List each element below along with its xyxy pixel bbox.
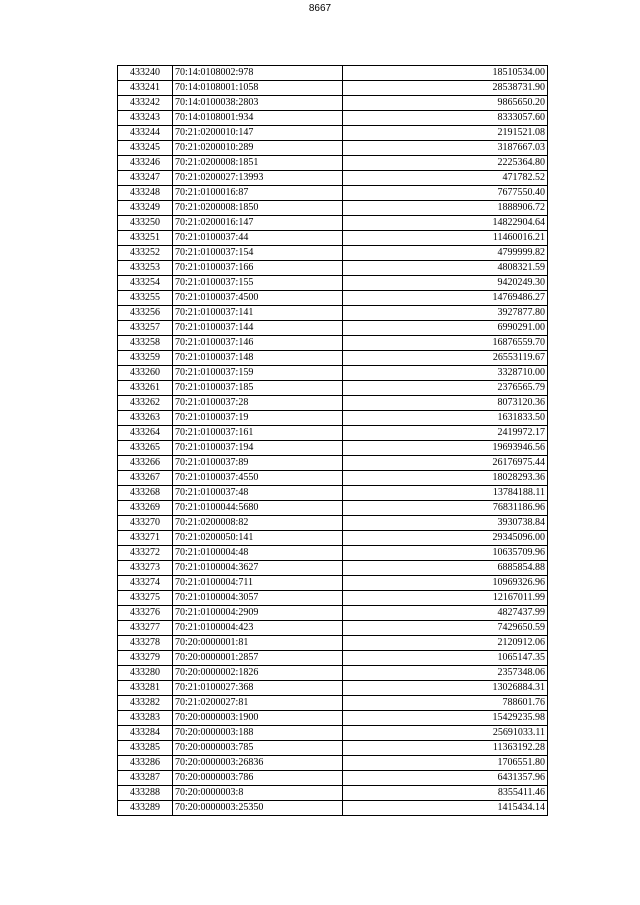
row-number-cell: 433288 <box>118 786 173 801</box>
row-number-cell: 433255 <box>118 291 173 306</box>
table-row <box>118 801 548 816</box>
row-number-cell: 433289 <box>118 801 173 816</box>
table-row <box>118 651 548 666</box>
cadastral-number-cell: 70:20:0000001:81 <box>173 636 343 651</box>
row-number-cell: 433253 <box>118 261 173 276</box>
row-number-cell: 433264 <box>118 426 173 441</box>
cadastral-value-cell: 6990291.00 <box>343 321 548 336</box>
cadastral-number-cell: 70:21:0100037:161 <box>173 426 343 441</box>
cadastral-number-cell: 70:21:0100004:423 <box>173 621 343 636</box>
row-number-cell: 433282 <box>118 696 173 711</box>
table-row <box>118 591 548 606</box>
cadastral-value-cell: 25691033.11 <box>343 726 548 741</box>
table-row <box>118 606 548 621</box>
table-row <box>118 291 548 306</box>
table-row <box>118 156 548 171</box>
row-number-cell: 433286 <box>118 756 173 771</box>
table-row <box>118 771 548 786</box>
row-number-cell: 433251 <box>118 231 173 246</box>
cadastral-number-cell: 70:21:0100037:4550 <box>173 471 343 486</box>
table-row <box>118 516 548 531</box>
table-row <box>118 96 548 111</box>
cadastral-number-cell: 70:21:0100037:4500 <box>173 291 343 306</box>
table-row <box>118 186 548 201</box>
cadastral-number-cell: 70:21:0200008:82 <box>173 516 343 531</box>
cadastral-value-cell: 9420249.30 <box>343 276 548 291</box>
cadastral-number-cell: 70:21:0100037:141 <box>173 306 343 321</box>
cadastral-value-cell: 14769486.27 <box>343 291 548 306</box>
row-number-cell: 433245 <box>118 141 173 156</box>
cadastral-number-cell: 70:20:0000003:26836 <box>173 756 343 771</box>
cadastral-value-cell: 788601.76 <box>343 696 548 711</box>
cadastral-value-cell: 13784188.11 <box>343 486 548 501</box>
row-number-cell: 433244 <box>118 126 173 141</box>
cadastral-value-cell: 26176975.44 <box>343 456 548 471</box>
row-number-cell: 433249 <box>118 201 173 216</box>
cadastral-number-cell: 70:21:0100004:3057 <box>173 591 343 606</box>
row-number-cell: 433261 <box>118 381 173 396</box>
cadastral-number-cell: 70:21:0100016:87 <box>173 186 343 201</box>
cadastral-number-cell: 70:21:0100037:28 <box>173 396 343 411</box>
table-row <box>118 201 548 216</box>
table-row <box>118 306 548 321</box>
cadastral-value-cell: 3927877.80 <box>343 306 548 321</box>
cadastral-value-cell: 11363192.28 <box>343 741 548 756</box>
cadastral-value-cell: 3930738.84 <box>343 516 548 531</box>
cadastral-value-cell: 6885854.88 <box>343 561 548 576</box>
cadastral-number-cell: 70:20:0000003:786 <box>173 771 343 786</box>
cadastral-value-cell: 7429650.59 <box>343 621 548 636</box>
cadastral-value-cell: 76831186.96 <box>343 501 548 516</box>
cadastral-value-table <box>117 65 548 816</box>
cadastral-number-cell: 70:21:0200010:289 <box>173 141 343 156</box>
cadastral-value-cell: 4799999.82 <box>343 246 548 261</box>
cadastral-number-cell: 70:20:0000003:785 <box>173 741 343 756</box>
row-number-cell: 433258 <box>118 336 173 351</box>
cadastral-value-cell: 10969326.96 <box>343 576 548 591</box>
cadastral-value-cell: 4808321.59 <box>343 261 548 276</box>
row-number-cell: 433272 <box>118 546 173 561</box>
cadastral-number-cell: 70:21:0100037:148 <box>173 351 343 366</box>
cadastral-number-cell: 70:21:0200008:1850 <box>173 201 343 216</box>
cadastral-number-cell: 70:14:0100038:2803 <box>173 96 343 111</box>
cadastral-value-cell: 3328710.00 <box>343 366 548 381</box>
row-number-cell: 433246 <box>118 156 173 171</box>
table-row <box>118 171 548 186</box>
table-row <box>118 471 548 486</box>
cadastral-number-cell: 70:21:0100037:144 <box>173 321 343 336</box>
row-number-cell: 433252 <box>118 246 173 261</box>
cadastral-number-cell: 70:21:0200010:147 <box>173 126 343 141</box>
cadastral-value-cell: 1888906.72 <box>343 201 548 216</box>
cadastral-value-cell: 471782.52 <box>343 171 548 186</box>
cadastral-value-cell: 28538731.90 <box>343 81 548 96</box>
cadastral-number-cell: 70:21:0100004:711 <box>173 576 343 591</box>
cadastral-value-cell: 18028293.36 <box>343 471 548 486</box>
cadastral-value-cell: 2191521.08 <box>343 126 548 141</box>
table-row <box>118 111 548 126</box>
cadastral-value-cell: 13026884.31 <box>343 681 548 696</box>
cadastral-value-cell: 8355411.46 <box>343 786 548 801</box>
table-row <box>118 531 548 546</box>
cadastral-number-cell: 70:21:0100037:154 <box>173 246 343 261</box>
table-row <box>118 141 548 156</box>
cadastral-value-cell: 1415434.14 <box>343 801 548 816</box>
table-row <box>118 486 548 501</box>
cadastral-number-cell: 70:21:0100004:3627 <box>173 561 343 576</box>
cadastral-number-cell: 70:21:0100037:155 <box>173 276 343 291</box>
cadastral-value-cell: 11460016.21 <box>343 231 548 246</box>
row-number-cell: 433247 <box>118 171 173 186</box>
row-number-cell: 433242 <box>118 96 173 111</box>
row-number-cell: 433269 <box>118 501 173 516</box>
row-number-cell: 433241 <box>118 81 173 96</box>
cadastral-value-cell: 3187667.03 <box>343 141 548 156</box>
table-row <box>118 636 548 651</box>
row-number-cell: 433271 <box>118 531 173 546</box>
table-row <box>118 696 548 711</box>
row-number-cell: 433248 <box>118 186 173 201</box>
cadastral-number-cell: 70:20:0000002:1826 <box>173 666 343 681</box>
table-row <box>118 756 548 771</box>
cadastral-number-cell: 70:20:0000003:1900 <box>173 711 343 726</box>
cadastral-value-cell: 7677550.40 <box>343 186 548 201</box>
table-row <box>118 426 548 441</box>
cadastral-value-cell: 2120912.06 <box>343 636 548 651</box>
cadastral-number-cell: 70:20:0000001:2857 <box>173 651 343 666</box>
row-number-cell: 433287 <box>118 771 173 786</box>
row-number-cell: 433280 <box>118 666 173 681</box>
row-number-cell: 433277 <box>118 621 173 636</box>
cadastral-value-cell: 18510534.00 <box>343 66 548 81</box>
table-row <box>118 261 548 276</box>
cadastral-value-cell: 14822904.64 <box>343 216 548 231</box>
row-number-cell: 433266 <box>118 456 173 471</box>
cadastral-value-cell: 4827437.99 <box>343 606 548 621</box>
cadastral-number-cell: 70:21:0100037:146 <box>173 336 343 351</box>
table-row <box>118 231 548 246</box>
cadastral-value-cell: 1631833.50 <box>343 411 548 426</box>
row-number-cell: 433243 <box>118 111 173 126</box>
cadastral-number-cell: 70:21:0100044:5680 <box>173 501 343 516</box>
table-row <box>118 666 548 681</box>
cadastral-number-cell: 70:20:0000003:8 <box>173 786 343 801</box>
cadastral-number-cell: 70:20:0000003:25350 <box>173 801 343 816</box>
table-row <box>118 411 548 426</box>
table-row <box>118 351 548 366</box>
cadastral-number-cell: 70:21:0200027:81 <box>173 696 343 711</box>
cadastral-number-cell: 70:21:0100037:159 <box>173 366 343 381</box>
table-row <box>118 336 548 351</box>
cadastral-value-cell: 12167011.99 <box>343 591 548 606</box>
cadastral-value-cell: 2419972.17 <box>343 426 548 441</box>
cadastral-number-cell: 70:21:0200016:147 <box>173 216 343 231</box>
cadastral-number-cell: 70:14:0108002:978 <box>173 66 343 81</box>
row-number-cell: 433240 <box>118 66 173 81</box>
cadastral-number-cell: 70:21:0200050:141 <box>173 531 343 546</box>
table-row <box>118 66 548 81</box>
row-number-cell: 433273 <box>118 561 173 576</box>
row-number-cell: 433279 <box>118 651 173 666</box>
table-row <box>118 726 548 741</box>
cadastral-value-cell: 1065147.35 <box>343 651 548 666</box>
cadastral-value-cell: 9865650.20 <box>343 96 548 111</box>
row-number-cell: 433263 <box>118 411 173 426</box>
cadastral-number-cell: 70:14:0108001:934 <box>173 111 343 126</box>
cadastral-value-cell: 26553119.67 <box>343 351 548 366</box>
table-row <box>118 681 548 696</box>
cadastral-number-cell: 70:21:0200008:1851 <box>173 156 343 171</box>
cadastral-number-cell: 70:21:0100037:185 <box>173 381 343 396</box>
table-row <box>118 321 548 336</box>
row-number-cell: 433284 <box>118 726 173 741</box>
table-row <box>118 741 548 756</box>
cadastral-value-cell: 15429235.98 <box>343 711 548 726</box>
row-number-cell: 433283 <box>118 711 173 726</box>
table-row <box>118 711 548 726</box>
row-number-cell: 433270 <box>118 516 173 531</box>
row-number-cell: 433276 <box>118 606 173 621</box>
cadastral-value-cell: 2225364.80 <box>343 156 548 171</box>
table-row <box>118 246 548 261</box>
row-number-cell: 433262 <box>118 396 173 411</box>
cadastral-number-cell: 70:20:0000003:188 <box>173 726 343 741</box>
cadastral-value-cell: 8073120.36 <box>343 396 548 411</box>
table-body <box>118 66 548 816</box>
table-row <box>118 621 548 636</box>
page-number: 8667 <box>308 3 332 14</box>
cadastral-value-cell: 1706551.80 <box>343 756 548 771</box>
cadastral-value-cell: 2376565.79 <box>343 381 548 396</box>
table-row <box>118 546 548 561</box>
row-number-cell: 433265 <box>118 441 173 456</box>
table-row <box>118 396 548 411</box>
table-row <box>118 786 548 801</box>
cadastral-number-cell: 70:14:0108001:1058 <box>173 81 343 96</box>
row-number-cell: 433267 <box>118 471 173 486</box>
row-number-cell: 433250 <box>118 216 173 231</box>
table-row <box>118 456 548 471</box>
row-number-cell: 433275 <box>118 591 173 606</box>
cadastral-number-cell: 70:21:0100037:19 <box>173 411 343 426</box>
table-row <box>118 561 548 576</box>
cadastral-value-cell: 10635709.96 <box>343 546 548 561</box>
table-row <box>118 216 548 231</box>
cadastral-number-cell: 70:21:0100037:89 <box>173 456 343 471</box>
row-number-cell: 433260 <box>118 366 173 381</box>
cadastral-value-cell: 19693946.56 <box>343 441 548 456</box>
table-row <box>118 126 548 141</box>
row-number-cell: 433256 <box>118 306 173 321</box>
cadastral-number-cell: 70:21:0100037:166 <box>173 261 343 276</box>
table-row <box>118 501 548 516</box>
cadastral-value-cell: 16876559.70 <box>343 336 548 351</box>
row-number-cell: 433274 <box>118 576 173 591</box>
table-row <box>118 81 548 96</box>
cadastral-value-cell: 8333057.60 <box>343 111 548 126</box>
cadastral-number-cell: 70:21:0100027:368 <box>173 681 343 696</box>
table-row <box>118 576 548 591</box>
table-row <box>118 381 548 396</box>
cadastral-value-cell: 29345096.00 <box>343 531 548 546</box>
cadastral-number-cell: 70:21:0100037:48 <box>173 486 343 501</box>
row-number-cell: 433278 <box>118 636 173 651</box>
cadastral-number-cell: 70:21:0100004:48 <box>173 546 343 561</box>
cadastral-value-cell: 6431357.96 <box>343 771 548 786</box>
cadastral-number-cell: 70:21:0100037:194 <box>173 441 343 456</box>
cadastral-number-cell: 70:21:0200027:13993 <box>173 171 343 186</box>
cadastral-value-cell: 2357348.06 <box>343 666 548 681</box>
row-number-cell: 433285 <box>118 741 173 756</box>
table-row <box>118 276 548 291</box>
row-number-cell: 433268 <box>118 486 173 501</box>
row-number-cell: 433257 <box>118 321 173 336</box>
row-number-cell: 433254 <box>118 276 173 291</box>
table-row <box>118 441 548 456</box>
cadastral-number-cell: 70:21:0100004:2909 <box>173 606 343 621</box>
row-number-cell: 433281 <box>118 681 173 696</box>
cadastral-number-cell: 70:21:0100037:44 <box>173 231 343 246</box>
table-row <box>118 366 548 381</box>
row-number-cell: 433259 <box>118 351 173 366</box>
